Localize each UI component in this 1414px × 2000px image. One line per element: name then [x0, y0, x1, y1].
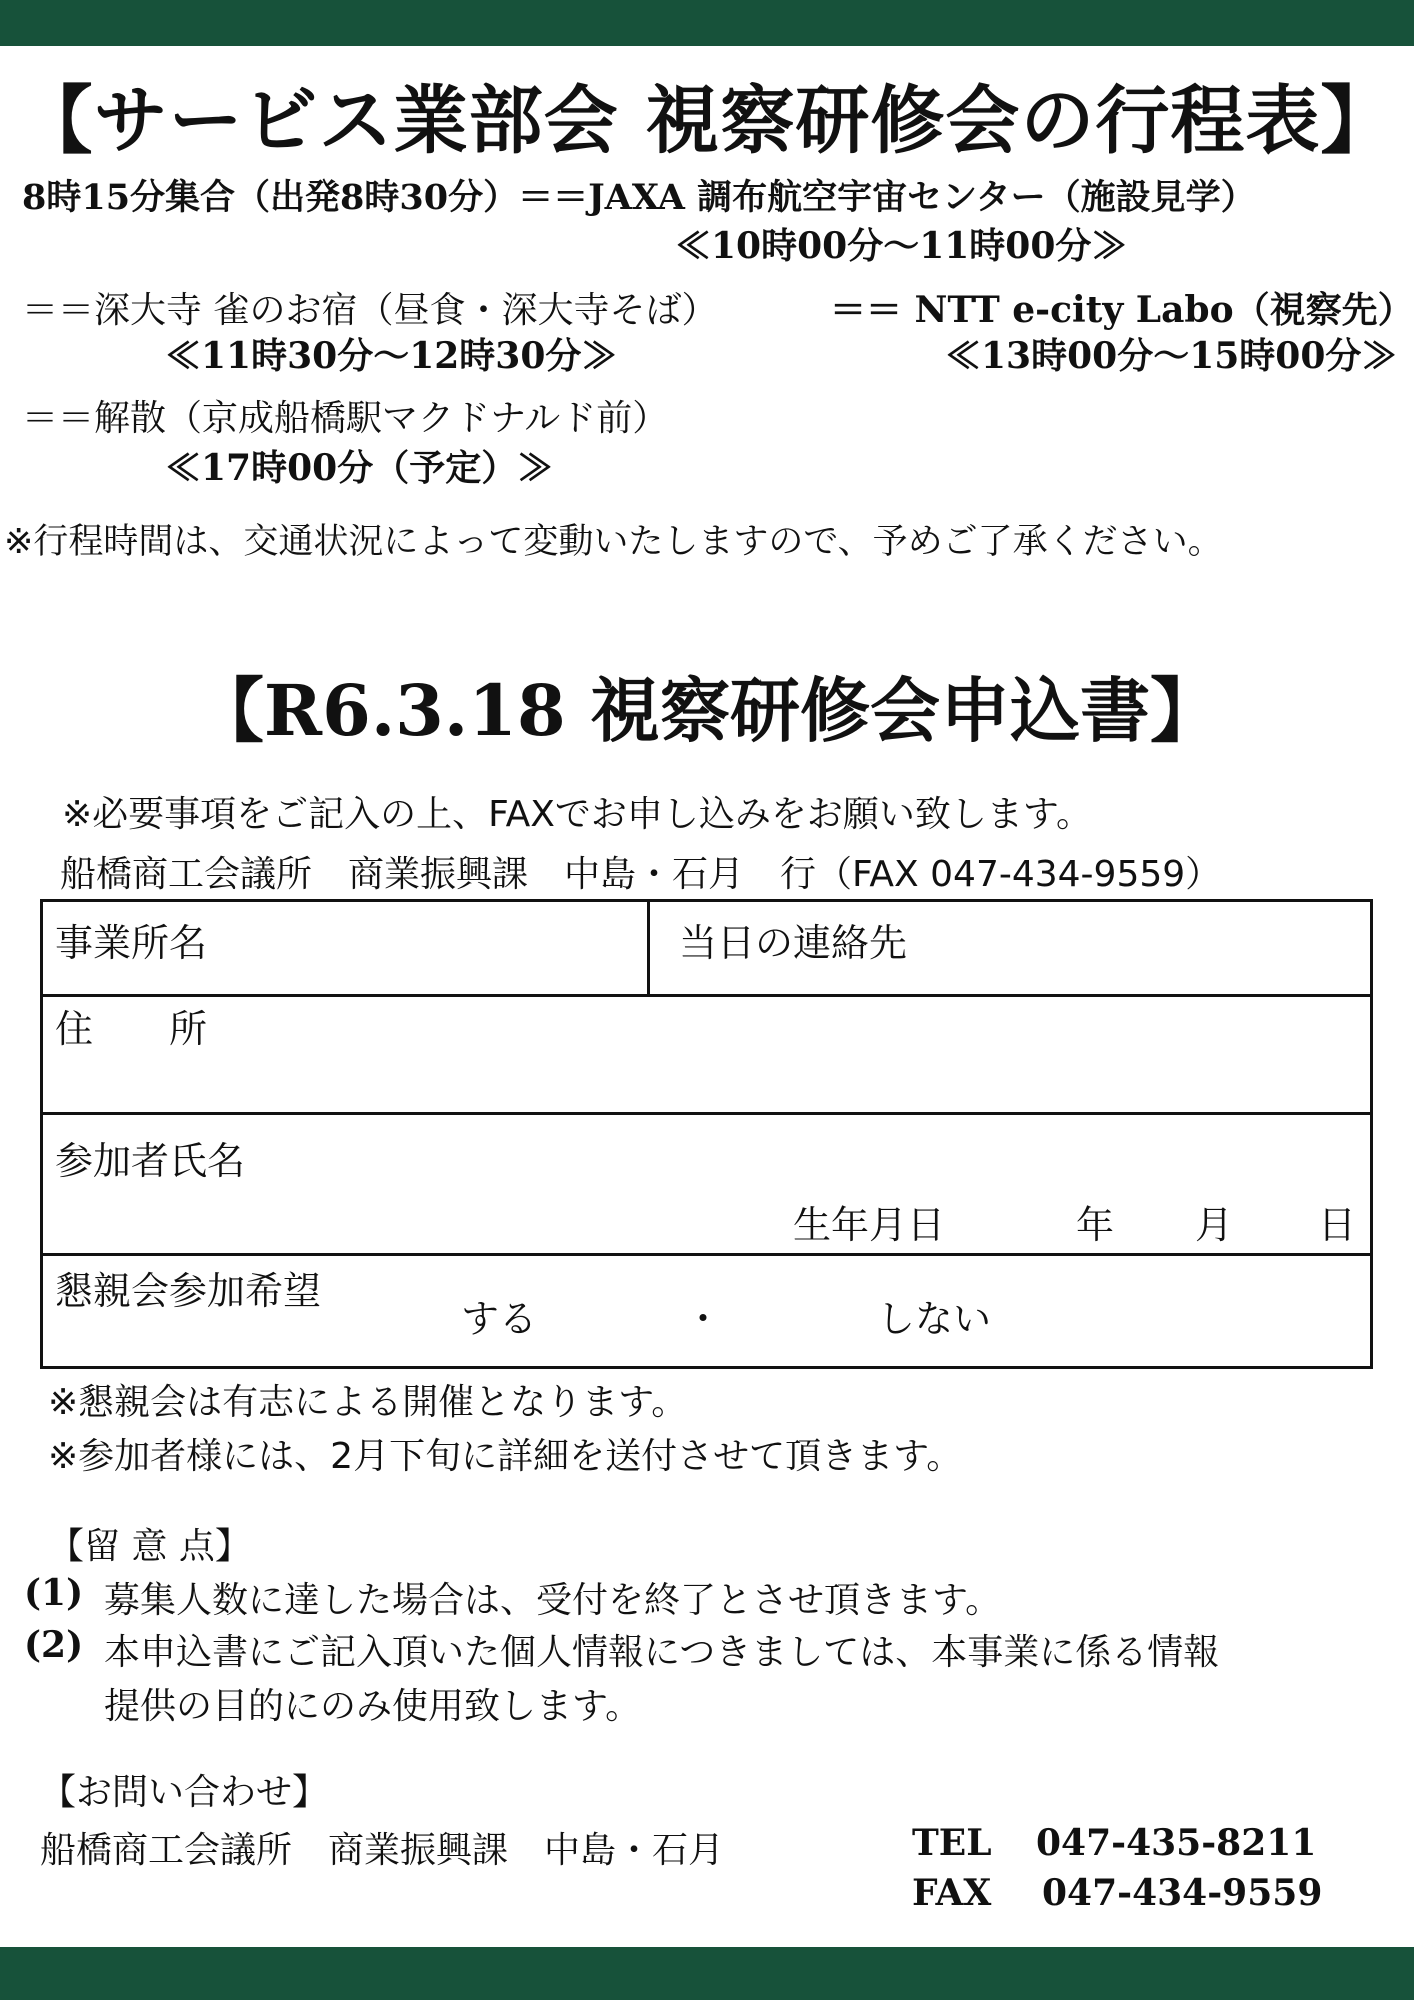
tel-label: TEL	[912, 1822, 992, 1864]
schedule-line-3: ＝＝解散（京成船橋駅マクドナルド前）	[22, 398, 669, 439]
form-divider	[43, 994, 1370, 997]
schedule-line-2-right: ＝＝ NTT e-city Labo（視察先）	[830, 289, 1414, 331]
application-form	[40, 899, 1373, 1369]
schedule-line-2-right-time: ≪13時00分～15時00分≫	[945, 335, 1398, 377]
bottom-color-bar	[0, 1947, 1414, 2000]
schedule-line-2-left-time: ≪11時30分～12時30分≫	[165, 335, 618, 377]
contact-heading: 【お問い合わせ】	[40, 1772, 329, 1813]
form-divider	[43, 1112, 1370, 1115]
application-title: 【R6.3.18 視察研修会申込書】	[193, 669, 1221, 752]
year-label: 年	[1076, 1203, 1115, 1247]
day-label: 日	[1318, 1203, 1357, 1247]
note-2: ※参加者様には、2月下旬に詳細を送付させて頂きます。	[48, 1436, 963, 1477]
fax-label: FAX	[912, 1872, 992, 1914]
option-separator: ・	[684, 1297, 723, 1341]
business-name-label: 事業所名	[55, 921, 208, 965]
contact-label: 当日の連絡先	[679, 921, 908, 965]
application-instruction: ※必要事項をご記入の上、FAXでお申し込みをお願い致します。	[62, 794, 1092, 835]
application-recipient: 船橋商工会議所 商業振興課 中島・石月 行（FAX 047-434-9559）	[60, 854, 1222, 895]
top-color-bar	[0, 0, 1414, 46]
remarks-item-1-number: (1)	[24, 1572, 84, 1614]
social-gathering-label: 懇親会参加希望	[55, 1269, 322, 1313]
page-title: 【サービス業部会 視察研修会の行程表】	[18, 78, 1396, 164]
schedule-note: ※行程時間は、交通状況によって変動いたしますので、予めご了承ください。	[4, 522, 1223, 562]
option-yes[interactable]: する	[461, 1297, 538, 1341]
remarks-heading: 【留 意 点】	[48, 1526, 251, 1567]
remarks-item-2-line-2: 提供の目的にのみ使用致します。	[104, 1686, 642, 1727]
schedule-line-1-time: ≪10時00分～11時00分≫	[675, 225, 1128, 267]
participant-label: 参加者氏名	[55, 1139, 246, 1183]
contact-organization: 船橋商工会議所 商業振興課 中島・石月	[40, 1830, 725, 1871]
remarks-item-1: 募集人数に達した場合は、受付を終了とさせ頂きます。	[104, 1580, 1002, 1621]
form-divider-vertical	[647, 902, 650, 994]
schedule-line-2-left: ＝＝深大寺 雀のお宿（昼食・深大寺そば）	[22, 290, 718, 331]
form-divider	[43, 1253, 1370, 1256]
month-label: 月	[1195, 1203, 1234, 1247]
schedule-line-3-time: ≪17時00分（予定）≫	[165, 447, 554, 489]
remarks-item-2-number: (2)	[24, 1624, 84, 1666]
fax-number: 047-434-9559	[1042, 1872, 1323, 1914]
option-no[interactable]: しない	[877, 1297, 992, 1341]
remarks-item-2-line-1: 本申込書にご記入頂いた個人情報につきましては、本事業に係る情報	[104, 1632, 1220, 1673]
address-label: 住 所	[55, 1007, 208, 1051]
note-1: ※懇親会は有志による開催となります。	[48, 1382, 688, 1423]
birthdate-label: 生年月日	[793, 1203, 946, 1247]
tel-number[interactable]: 047-435-8211	[1036, 1822, 1317, 1864]
schedule-line-1: 8時15分集合（出発8時30分）＝＝JAXA 調布航空宇宙センター（施設見学）	[22, 177, 1256, 218]
